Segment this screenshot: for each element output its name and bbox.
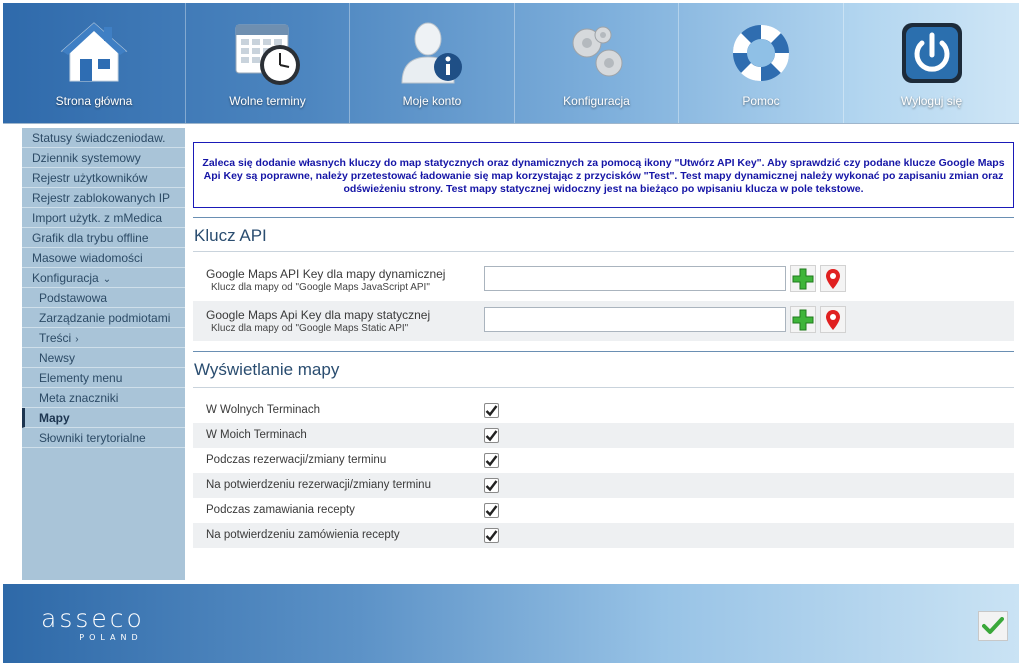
map-label-recepty: Podczas zamawiania recepty [206,504,355,516]
nav-home-label: Strona główna [55,94,133,108]
create-api-key-button-dynamic[interactable] [790,265,816,292]
checkmark-icon [485,454,498,467]
plus-icon [792,268,814,290]
save-button[interactable] [978,611,1008,641]
nav-free-slots[interactable] [185,3,349,123]
checkmark-icon [485,429,498,442]
map-label-potwierdzenie-recepty: Na potwierdzeniu zamówienia recepty [206,529,400,541]
sidebar-item-zarzadzanie[interactable]: Zarządzanie podmiotami [22,308,185,328]
test-map-button-dynamic[interactable] [820,265,846,292]
sidebar-item-masowe[interactable]: Masowe wiadomości [22,248,185,268]
checkmark-icon [485,479,498,492]
map-row-potwierdzenie-rezerwacji [193,473,1014,498]
nav-help[interactable] [678,3,843,123]
checkbox-potwierdzenie-rezerwacji[interactable] [484,478,499,493]
nav-configuration[interactable] [514,3,678,123]
sidebar-item-tresci[interactable] [22,328,185,348]
nav-my-account[interactable] [349,3,514,123]
api-label-static-sub: Klucz dla mapy od "Google Maps Static API" [211,323,409,334]
chevron-right-icon: › [75,334,79,345]
map-label-rezerwacji: Podczas rezerwacji/zmiany terminu [206,454,387,466]
nav-free-slots-label: Wolne terminy [229,94,306,108]
plus-icon [792,309,814,331]
checkbox-moich[interactable] [484,428,499,443]
checkmark-icon [982,617,1004,635]
sidebar-item-import[interactable]: Import użytk. z mMedica [22,208,185,228]
checkmark-icon [485,529,498,542]
logo-sub: POLAND [79,633,143,642]
nav-configuration-label: Konfiguracja [563,94,630,108]
checkbox-rezerwacji[interactable] [484,453,499,468]
api-label-dynamic-title: Google Maps API Key dla mapy dynamicznej [206,267,446,281]
api-row-dynamic [193,260,1014,300]
checkbox-recepty[interactable] [484,503,499,518]
gears-icon [561,17,633,89]
chevron-down-icon: ⌄ [102,274,112,285]
map-pin-icon [825,268,841,290]
sidebar-item-podstawowa[interactable]: Podstawowa [22,288,185,308]
map-row-rezerwacji [193,448,1014,473]
api-label-static [206,308,430,336]
map-row-moich [193,423,1014,448]
map-row-potwierdzenie-recepty [193,523,1014,548]
checkmark-icon [485,404,498,417]
api-label-static-title: Google Maps Api Key dla mapy statycznej [206,308,431,322]
api-row-static [193,301,1014,341]
checkbox-wolne[interactable] [484,403,499,418]
api-key-dynamic-input[interactable] [484,266,786,291]
api-section-title: Klucz API [194,226,267,245]
home-icon [58,17,130,89]
api-label-dynamic [206,267,445,295]
footer [3,584,1019,663]
sidebar-item-konfiguracja-label: Konfiguracja [32,271,99,285]
info-notice: Zaleca się dodanie własnych kluczy do map statycznych oraz dynamicznych za pomocą ikony "Utwórz API Key". Aby sprawdzić czy podane klucze Google Maps Api Key są poprawne, należy przetestować ładowanie się map korzystając z przycisków "Test". Test mapy dynamicznej należy wykonać po zapisaniu zmian oraz odświeżeniu strony. Test mapy statycznej widoczny jest na bieżąco po wpisaniu klucza w pole tekstowe. [193,142,1014,208]
map-label-wolne: W Wolnych Terminach [206,404,320,416]
nav-my-account-label: Moje konto [402,94,462,108]
map-section-title: Wyświetlanie mapy [194,360,340,379]
sidebar-item-elementy-menu[interactable]: Elementy menu [22,368,185,388]
test-map-button-static[interactable] [820,306,846,333]
map-row-wolne [193,398,1014,423]
section-divider [193,351,1014,352]
sidebar-item-rejestr-uzytkownikow[interactable]: Rejestr użytkowników [22,168,185,188]
map-pin-icon [825,309,841,331]
map-label-moich: W Moich Terminach [206,429,307,441]
checkmark-icon [485,504,498,517]
sidebar-item-newsy[interactable]: Newsy [22,348,185,368]
sidebar-item-statusy[interactable]: Statusy świadczeniodaw. [22,128,185,148]
map-row-recepty [193,498,1014,523]
section-divider [193,251,1014,252]
nav-home[interactable] [3,3,185,123]
nav-logout[interactable] [843,3,1019,123]
sidebar-item-mapy[interactable]: Mapy [22,408,185,428]
sidebar-item-konfiguracja[interactable] [22,268,185,288]
user-info-icon [396,17,468,89]
sidebar-item-rejestr-ip[interactable]: Rejestr zablokowanych IP [22,188,185,208]
sidebar-item-meta[interactable]: Meta znaczniki [22,388,185,408]
create-api-key-button-static[interactable] [790,306,816,333]
sidebar-item-slowniki[interactable]: Słowniki terytorialne [22,428,185,448]
power-icon [896,17,968,89]
nav-help-label: Pomoc [742,94,780,108]
section-divider [193,387,1014,388]
sidebar [22,128,185,580]
calendar-clock-icon [232,17,304,89]
lifebuoy-icon [725,17,797,89]
map-label-potwierdzenie-rezerwacji: Na potwierdzeniu rezerwacji/zmiany terminu [206,479,431,491]
sidebar-item-grafik[interactable]: Grafik dla trybu offline [22,228,185,248]
api-label-dynamic-sub: Klucz dla mapy od "Google Maps JavaScript API" [211,282,430,293]
nav-logout-label: Wyloguj się [900,94,963,108]
section-divider [193,217,1014,218]
top-navigation [3,3,1019,124]
main-content [193,128,1015,580]
checkbox-potwierdzenie-recepty[interactable] [484,528,499,543]
asseco-logo [41,604,181,642]
sidebar-item-dziennik[interactable]: Dziennik systemowy [22,148,185,168]
api-key-static-input[interactable] [484,307,786,332]
sidebar-item-tresci-label: Treści [39,331,72,345]
logo-brand: asseco [41,604,145,633]
